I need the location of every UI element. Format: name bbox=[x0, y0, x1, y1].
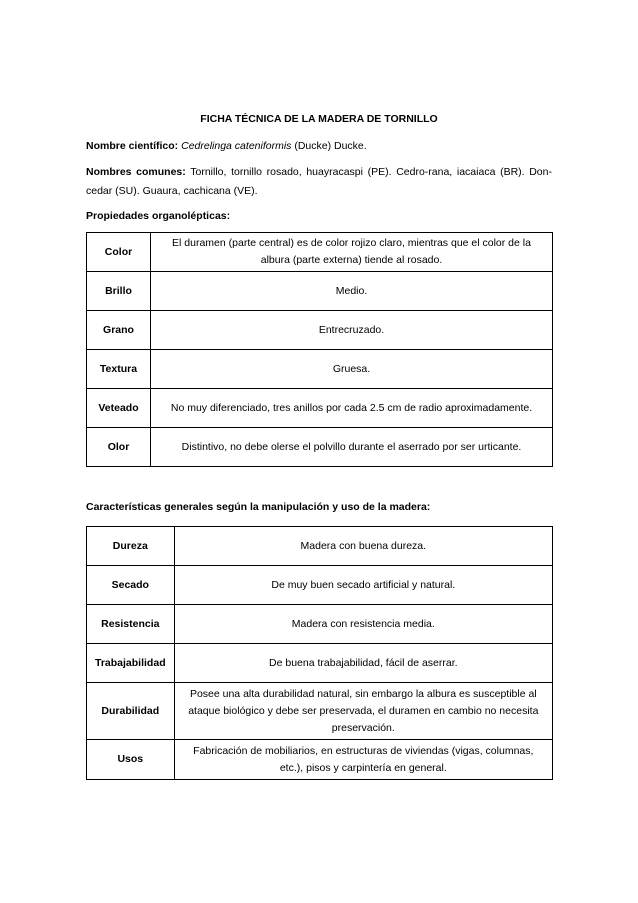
row-value: Madera con buena dureza. bbox=[174, 527, 552, 566]
common-names-paragraph bbox=[86, 163, 552, 201]
scientific-name-label: Nombre científico: bbox=[86, 140, 179, 152]
row-key: Olor bbox=[87, 428, 151, 467]
table-row bbox=[87, 683, 553, 740]
table-row bbox=[87, 272, 553, 311]
table-row bbox=[87, 527, 553, 566]
table-row bbox=[87, 644, 553, 683]
document-title: FICHA TÉCNICA DE LA MADERA DE TORNILLO bbox=[200, 113, 438, 125]
row-key: Brillo bbox=[87, 272, 151, 311]
row-key: Durabilidad bbox=[87, 683, 175, 740]
row-key: Trabajabilidad bbox=[87, 644, 175, 683]
table-row bbox=[87, 740, 553, 780]
row-key: Usos bbox=[87, 740, 175, 780]
row-value: Gruesa. bbox=[151, 350, 553, 389]
row-value: De buena trabajabilidad, fácil de aserrar. bbox=[174, 644, 552, 683]
common-names-text: Tornillo, tornillo rosado, huayracaspi (PE). Cedro-rana, iacaiaca (BR). Don-cedar (SU). Guaura, cachicana (VE). bbox=[86, 166, 552, 197]
characteristics-table bbox=[86, 526, 553, 780]
row-value: Entrecruzado. bbox=[151, 311, 553, 350]
row-value: El duramen (parte central) es de color rojizo claro, mientras que el color de la albura (parte externa) tiende al rosado. bbox=[151, 233, 553, 272]
row-key: Veteado bbox=[87, 389, 151, 428]
organoleptic-table bbox=[86, 232, 553, 467]
row-value: Medio. bbox=[151, 272, 553, 311]
scientific-name-line bbox=[86, 137, 552, 156]
common-names-label: Nombres comunes: bbox=[86, 166, 186, 178]
row-key: Secado bbox=[87, 566, 175, 605]
organoleptic-heading: Propiedades organolépticas: bbox=[86, 210, 231, 222]
row-value: De muy buen secado artificial y natural. bbox=[174, 566, 552, 605]
row-key: Grano bbox=[87, 311, 151, 350]
table-row bbox=[87, 389, 553, 428]
table-row bbox=[87, 233, 553, 272]
characteristics-heading: Características generales según la manipulación y uso de la madera: bbox=[86, 501, 431, 513]
row-value: No muy diferenciado, tres anillos por cada 2.5 cm de radio aproximadamente. bbox=[151, 389, 553, 428]
row-value: Madera con resistencia media. bbox=[174, 605, 552, 644]
row-key: Resistencia bbox=[87, 605, 175, 644]
row-key: Textura bbox=[87, 350, 151, 389]
row-key: Dureza bbox=[87, 527, 175, 566]
table-row bbox=[87, 311, 553, 350]
scientific-author: (Ducke) Ducke. bbox=[291, 140, 367, 152]
scientific-name: Cedrelinga cateniformis bbox=[181, 140, 292, 152]
row-key: Color bbox=[87, 233, 151, 272]
row-value: Distintivo, no debe olerse el polvillo durante el aserrado por ser urticante. bbox=[151, 428, 553, 467]
table-row bbox=[87, 605, 553, 644]
table-row bbox=[87, 428, 553, 467]
row-value: Posee una alta durabilidad natural, sin embargo la albura es susceptible al ataque biológico y debe ser preservada, el duramen en cambio no necesita preservación. bbox=[174, 683, 552, 740]
table-row bbox=[87, 566, 553, 605]
table-row bbox=[87, 350, 553, 389]
row-value: Fabricación de mobiliarios, en estructuras de viviendas (vigas, columnas, etc.), pisos y carpintería en general. bbox=[174, 740, 552, 780]
